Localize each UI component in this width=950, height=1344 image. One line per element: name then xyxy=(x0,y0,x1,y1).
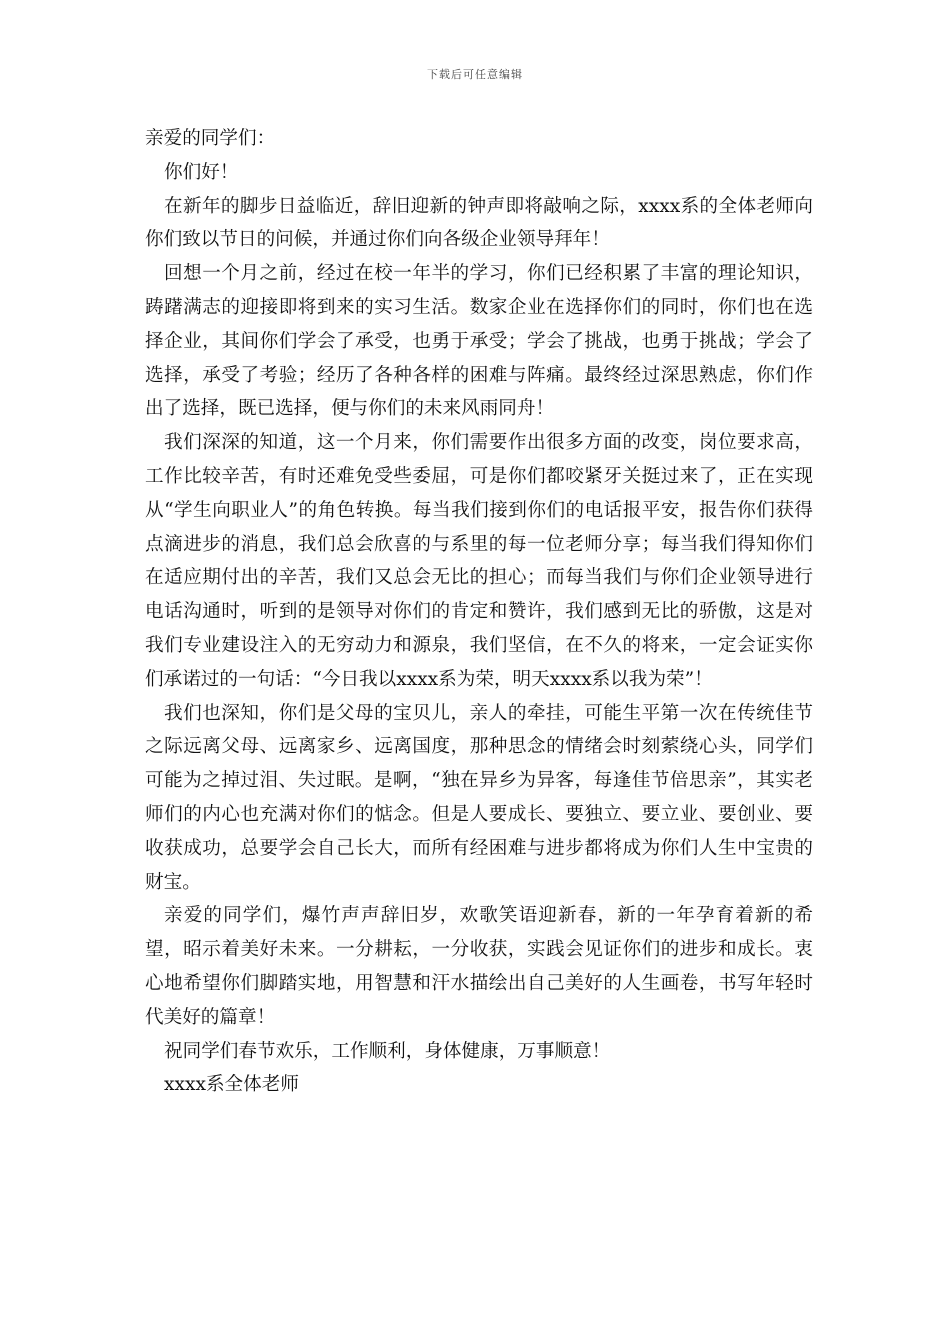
letter-salutation: 亲爱的同学们： xyxy=(145,128,276,149)
header-note: 下载后可任意编辑 xyxy=(427,68,523,81)
letter-paragraph-3: 我们深深的知道，这一个月来，你们需要作出很多方面的改变，岗位要求高，工作比较辛苦，有时还难免受些委屈，可是你们都咬紧牙关挺过来了，正在实现从“学生向职业人”的角色转换。每当我们接到你们的电话报平安，报告你们获得点滴进步的消息，我们总会欣喜的与系里的每一位老师分享；每当我们得知你们在适应期付出的辛苦，我们又总会无比的担心；而每当我们与你们企业领导进行电话沟通时，听到的是领导对你们的肯定和赞许，我们感到无比的骄傲，这是对我们专业建设注入的无穷动力和源泉，我们坚信，在不久的将来，一定会证实你们承诺过的一句话：“今日我以xxxx系为荣，明天xxxx系以我为荣”！ xyxy=(145,432,813,690)
letter-paragraph-4: 我们也深知，你们是父母的宝贝儿，亲人的牵挂，可能生平第一次在传统佳节之际远离父母、远离家乡、远离国度，那种思念的情绪会时刻萦绕心头，同学们可能为之掉过泪、失过眠。是啊，“独在异乡为异客，每逢佳节倍思亲”，其实老师们的内心也充满对你们的惦念。但是人要成长、要独立、要立业、要创业、要收获成功，总要学会自己长大，而所有经困难与进步都将成为你们人生中宝贵的财宝。 xyxy=(145,702,813,893)
letter-signature: xxxx系全体老师 xyxy=(164,1074,299,1096)
letter-closing-wish: 祝同学们春节欢乐，工作顺利，身体健康，万事顺意！ xyxy=(164,1040,611,1062)
letter-paragraph-5: 亲爱的同学们，爆竹声声辞旧岁，欢歌笑语迎新春，新的一年孕育着新的希望，昭示着美好未来。一分耕耘，一分收获，实践会见证你们的进步和成长。衷心地希望你们脚踏实地，用智慧和汗水描绘出自己美好的人生画卷，书写年轻时代美好的篇章！ xyxy=(145,905,813,1028)
letter-hello: 你们好！ xyxy=(164,161,239,183)
letter-paragraph-2: 回想一个月之前，经过在校一年半的学习，你们已经积累了丰富的理论知识，踌躇满志的迎接即将到来的实习生活。数家企业在选择你们的同时，你们也在选择企业，其间你们学会了承受，也勇于承受；学会了挑战，也勇于挑战；学会了选择，承受了考验；经历了各种各样的困难与阵痛。最终经过深思熟虑，你们作出了选择，既已选择，便与你们的未来风雨同舟！ xyxy=(145,263,813,420)
letter-paragraph-1: 在新年的脚步日益临近，辞旧迎新的钟声即将敲响之际，xxxx系的全体老师向你们致以节日的问候，并通过你们向各级企业领导拜年！ xyxy=(145,195,813,251)
letter-body xyxy=(145,122,813,1102)
